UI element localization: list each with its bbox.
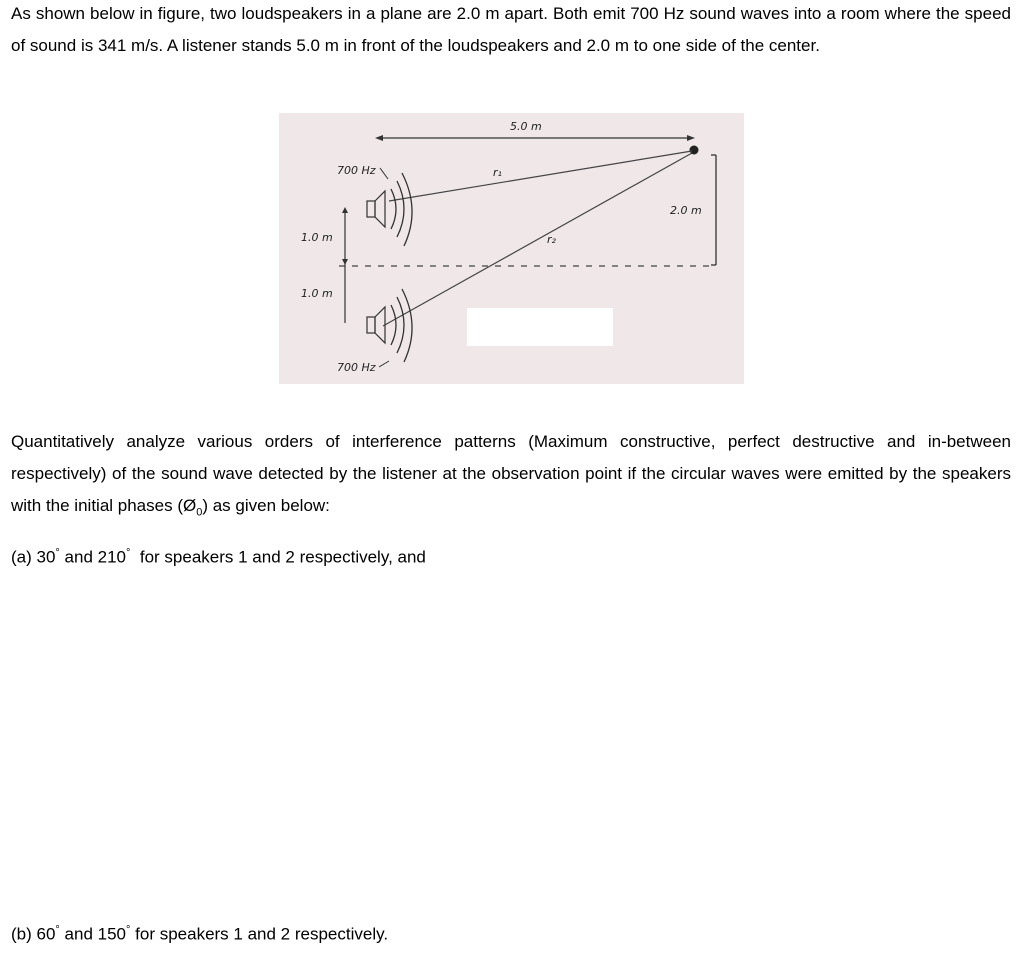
loudspeaker-figure	[279, 113, 744, 384]
r2-line	[383, 153, 692, 326]
part-a-degree-1: °	[55, 547, 60, 559]
distance-label: 5.0 m	[510, 120, 542, 133]
lower-spacing-label: 1.0 m	[301, 287, 333, 300]
bottom-frequency-pointer	[379, 361, 389, 367]
part-b-mid: and 150	[59, 924, 127, 944]
upper-speaker-icon	[367, 173, 412, 246]
side-label: 2.0 m	[670, 204, 702, 217]
r1-label: r₁	[493, 166, 502, 179]
r1-line	[389, 151, 692, 201]
part-b-suffix: for speakers 1 and 2 respectively.	[130, 924, 389, 944]
intro-paragraph: As shown below in figure, two loudspeakers in a plane are 2.0 m apart. Both emit 700 Hz sound waves into a room where the speed of sound is 341 m/s. A listener stands 5.0 m in front of the loudspeakers and 2.0 m to one side of the center.	[11, 4, 1011, 55]
question-text-after: ) as given below:	[202, 496, 330, 515]
lower-speaker-icon	[367, 289, 412, 362]
part-b-degree-1: °	[55, 924, 60, 936]
distance-arrow-left-head	[375, 135, 383, 141]
part-a-line	[11, 537, 711, 574]
left-bracket-top-arrow	[342, 207, 348, 213]
upper-spacing-label: 1.0 m	[301, 231, 333, 244]
part-a-suffix: for speakers 1 and 2 respectively, and	[130, 547, 426, 567]
part-b-line	[11, 914, 711, 951]
phase-symbol: Ø	[182, 496, 197, 515]
bottom-frequency-label: 700 Hz	[337, 361, 376, 374]
part-a-prefix: (a) 30	[11, 547, 56, 567]
figure-diagram	[279, 113, 744, 384]
part-b-prefix: (b) 60	[11, 924, 56, 944]
top-frequency-label: 700 Hz	[337, 164, 376, 177]
blank-box	[467, 308, 613, 346]
r2-label: r₂	[547, 233, 556, 246]
question-paragraph	[11, 426, 1011, 528]
distance-arrow-right-head	[687, 135, 695, 141]
phase-subscript: 0	[196, 506, 203, 519]
part-b-degree-2: °	[126, 924, 131, 936]
part-a-mid: and 210	[59, 547, 127, 567]
part-a-degree-2: °	[126, 547, 131, 559]
question-text-before: Quantitatively analyze various orders of interference patterns (Maximum constructive, perfect destructive and in-between respectively) of the sound wave detected by the listener at the observation point if the circular waves were emitted by the speakers with the initial phases (	[11, 432, 1011, 515]
top-frequency-pointer	[380, 168, 388, 179]
left-bracket-mid-arrow	[342, 259, 348, 265]
